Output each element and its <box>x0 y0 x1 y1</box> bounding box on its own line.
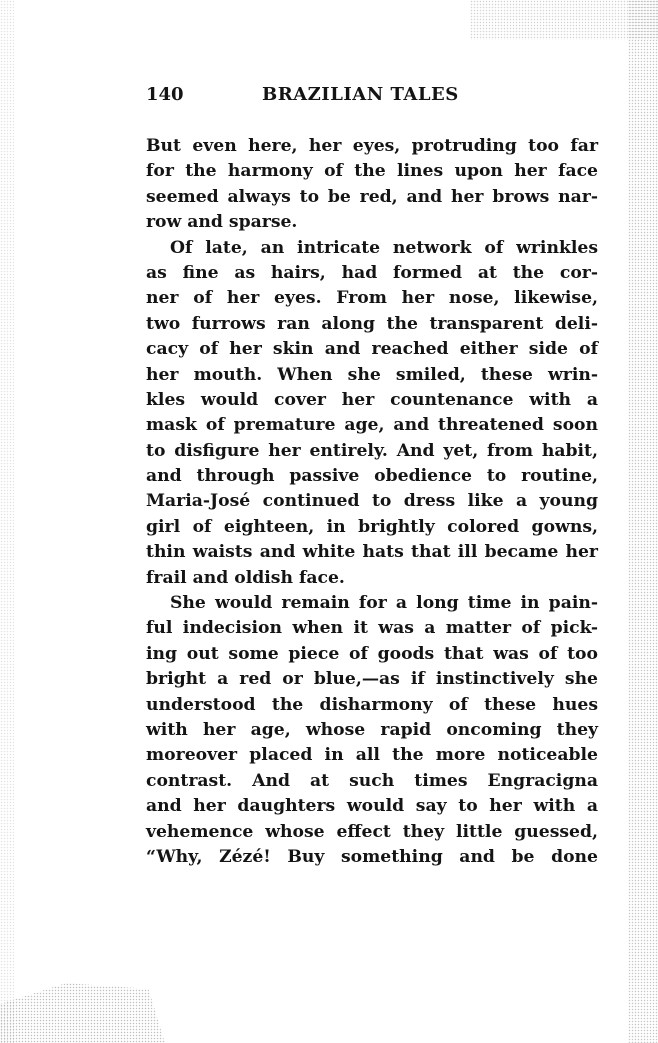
text-line: Of late, an intricate network of wrinkles <box>170 237 598 258</box>
text-line: girl of eighteen, in brightly colored gowns, <box>146 516 598 537</box>
text-line: “Why, Zézé! Buy something and be done <box>146 846 598 867</box>
text-line: thin waists and white hats that ill became her <box>146 542 598 563</box>
scan-noise-left <box>0 0 14 1043</box>
text-line: frail and oldish face. <box>146 567 345 588</box>
text-line: as fine as hairs, had formed at the cor- <box>146 262 598 283</box>
text-line: with her age, whose rapid oncoming they <box>146 719 598 740</box>
text-line: her mouth. When she smiled, these wrin- <box>146 364 598 385</box>
text-line: for the harmony of the lines upon her face <box>146 161 598 182</box>
text-line: to disfigure her entirely. And yet, from habit, <box>146 440 598 461</box>
text-line: contrast. And at such times Engracigna <box>146 770 598 791</box>
text-line: She would remain for a long time in pain- <box>170 593 598 614</box>
text-line: ing out some piece of goods that was of too <box>146 643 598 664</box>
scan-noise-bottom-left <box>0 983 165 1043</box>
text-line: bright a red or blue,—as if instinctively she <box>146 669 598 690</box>
body-text <box>146 134 598 870</box>
text-line: Maria-José continued to dress like a young <box>146 491 598 512</box>
text-line: vehemence whose effect they little guessed, <box>146 821 598 842</box>
running-title: BRAZILIAN TALES <box>262 84 459 105</box>
text-line: cacy of her skin and reached either side of <box>146 339 598 360</box>
text-line: and her daughters would say to her with a <box>146 796 598 817</box>
text-line: row and sparse. <box>146 212 298 233</box>
page-number: 140 <box>146 84 184 105</box>
page-header <box>146 84 598 108</box>
text-line: and through passive obedience to routine, <box>146 466 598 487</box>
text-line: ful indecision when it was a matter of pick- <box>146 618 598 639</box>
text-line: moreover placed in all the more noticeable <box>146 745 598 766</box>
text-line: ner of her eyes. From her nose, likewise, <box>146 288 598 309</box>
scan-noise-right <box>628 0 658 1043</box>
text-line: kles would cover her countenance with a <box>146 389 598 410</box>
text-line: mask of premature age, and threatened soon <box>146 415 598 436</box>
text-line: seemed always to be red, and her brows nar- <box>146 186 598 207</box>
text-line: understood the disharmony of these hues <box>146 694 598 715</box>
text-line: But even here, her eyes, protruding too far <box>146 136 598 156</box>
text-line: two furrows ran along the transparent deli- <box>146 313 598 334</box>
